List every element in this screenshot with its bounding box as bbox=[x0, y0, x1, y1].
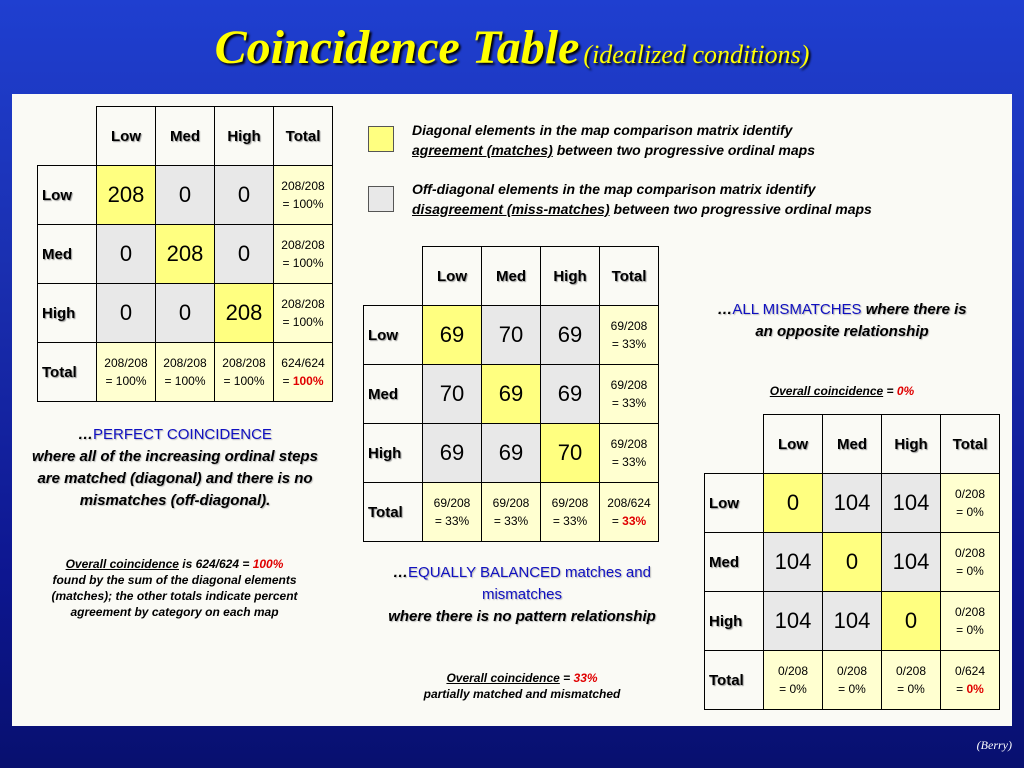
column-total-cell bbox=[823, 651, 882, 710]
total-fraction: 208/208 bbox=[222, 356, 266, 370]
column-total-cell bbox=[482, 483, 541, 542]
grand-total-cell bbox=[274, 343, 333, 402]
total-fraction: 0/208 bbox=[954, 487, 986, 501]
total-percent: = 100% bbox=[282, 315, 324, 329]
row-header: High bbox=[38, 284, 97, 343]
column-header: High bbox=[882, 415, 941, 474]
offdiagonal-cell: 70 bbox=[482, 306, 541, 365]
column-total-cell bbox=[215, 343, 274, 402]
total-fraction: 69/208 bbox=[610, 437, 648, 451]
total-percent: = 33% bbox=[611, 337, 647, 351]
corner-cell bbox=[38, 107, 97, 166]
diagonal-cell: 0 bbox=[882, 592, 941, 651]
column-header: Total bbox=[941, 415, 1000, 474]
diagonal-cell: 208 bbox=[215, 284, 274, 343]
offdiagonal-cell: 0 bbox=[97, 225, 156, 284]
description-perfect: …PERFECT COINCIDENCE where all of the increasing ordinal steps are matched (diagonal) and there is no mismatches (off-diagonal). bbox=[32, 426, 318, 509]
row-header: High bbox=[705, 592, 764, 651]
row-total-cell bbox=[600, 365, 659, 424]
content-panel bbox=[12, 94, 1012, 726]
total-fraction: 208/208 bbox=[281, 297, 325, 311]
total-percent: = 33% bbox=[493, 514, 529, 528]
grand-total-fraction: 208/624 bbox=[607, 496, 651, 510]
total-percent: = 100% bbox=[282, 256, 324, 270]
credit: (Berry) bbox=[976, 738, 1012, 752]
total-percent: = 0% bbox=[838, 682, 866, 696]
column-total-cell bbox=[764, 651, 823, 710]
offdiagonal-cell: 70 bbox=[423, 365, 482, 424]
row-header: High bbox=[364, 424, 423, 483]
total-percent: = 33% bbox=[552, 514, 588, 528]
column-header: High bbox=[541, 247, 600, 306]
diagonal-cell: 69 bbox=[423, 306, 482, 365]
legend-offdiagonal-text: Off-diagonal elements in the map comparison matrix identify disagreement (miss-matches) between two progressive ordinal maps bbox=[412, 181, 872, 217]
total-fraction: 69/208 bbox=[551, 496, 589, 510]
column-total-cell bbox=[97, 343, 156, 402]
column-header: Med bbox=[823, 415, 882, 474]
column-header: Total bbox=[600, 247, 659, 306]
grand-total-cell bbox=[941, 651, 1000, 710]
row-total-cell bbox=[600, 424, 659, 483]
column-header: High bbox=[215, 107, 274, 166]
grand-total-fraction: 0/624 bbox=[954, 664, 986, 678]
legend-diagonal-swatch bbox=[368, 126, 394, 152]
row-total-cell bbox=[274, 166, 333, 225]
row-header: Total bbox=[364, 483, 423, 542]
total-fraction: 69/208 bbox=[610, 319, 648, 333]
total-percent: = 0% bbox=[956, 623, 984, 637]
total-percent: = 100% bbox=[223, 374, 265, 388]
offdiagonal-cell: 104 bbox=[764, 533, 823, 592]
offdiagonal-cell: 0 bbox=[97, 284, 156, 343]
grand-total-eq: = bbox=[956, 682, 967, 696]
offdiagonal-cell: 104 bbox=[882, 533, 941, 592]
total-fraction: 0/208 bbox=[836, 664, 868, 678]
total-fraction: 0/208 bbox=[954, 605, 986, 619]
total-percent: = 33% bbox=[611, 396, 647, 410]
diagonal-cell: 0 bbox=[823, 533, 882, 592]
grand-total-percent: 0% bbox=[966, 682, 984, 696]
note-perfect: Overall coincidence is 624/624 = 100% found by the sum of the diagonal elements (matches); the other totals indicate percent agreement by category on each map bbox=[51, 557, 298, 619]
offdiagonal-cell: 0 bbox=[215, 166, 274, 225]
title-subtitle: (idealized conditions) bbox=[583, 40, 810, 69]
grand-total-eq: = bbox=[282, 374, 293, 388]
total-percent: = 33% bbox=[611, 455, 647, 469]
row-header: Low bbox=[364, 306, 423, 365]
total-percent: = 100% bbox=[282, 197, 324, 211]
grand-total-percent: 100% bbox=[292, 374, 324, 388]
diagonal-cell: 69 bbox=[482, 365, 541, 424]
note-mismatches: Overall coincidence = 0% bbox=[769, 384, 915, 398]
offdiagonal-cell: 69 bbox=[423, 424, 482, 483]
offdiagonal-cell: 69 bbox=[541, 306, 600, 365]
total-fraction: 0/208 bbox=[954, 546, 986, 560]
total-fraction: 208/208 bbox=[281, 238, 325, 252]
column-header: Low bbox=[423, 247, 482, 306]
offdiagonal-cell: 0 bbox=[156, 284, 215, 343]
slide-title bbox=[0, 20, 1024, 75]
column-total-cell bbox=[156, 343, 215, 402]
total-fraction: 69/208 bbox=[433, 496, 471, 510]
row-header: Med bbox=[705, 533, 764, 592]
total-percent: = 0% bbox=[897, 682, 925, 696]
column-header: Total bbox=[274, 107, 333, 166]
grand-total-cell bbox=[600, 483, 659, 542]
column-total-cell bbox=[423, 483, 482, 542]
total-fraction: 0/208 bbox=[895, 664, 927, 678]
row-total-cell bbox=[941, 533, 1000, 592]
row-header: Low bbox=[705, 474, 764, 533]
total-fraction: 208/208 bbox=[281, 179, 325, 193]
matrix-perfect-coincidence bbox=[37, 106, 333, 402]
row-total-cell bbox=[274, 284, 333, 343]
title-main: Coincidence Table bbox=[214, 21, 580, 74]
matrix-balanced bbox=[363, 246, 659, 542]
diagonal-cell: 208 bbox=[97, 166, 156, 225]
total-fraction: 208/208 bbox=[104, 356, 148, 370]
total-percent: = 0% bbox=[956, 505, 984, 519]
column-header: Low bbox=[764, 415, 823, 474]
total-fraction: 0/208 bbox=[777, 664, 809, 678]
matrix-all-mismatches bbox=[704, 414, 1000, 710]
offdiagonal-cell: 69 bbox=[482, 424, 541, 483]
offdiagonal-cell: 69 bbox=[541, 365, 600, 424]
diagonal-cell: 0 bbox=[764, 474, 823, 533]
total-fraction: 208/208 bbox=[163, 356, 207, 370]
column-total-cell bbox=[541, 483, 600, 542]
diagonal-cell: 70 bbox=[541, 424, 600, 483]
column-header: Med bbox=[482, 247, 541, 306]
total-fraction: 69/208 bbox=[610, 378, 648, 392]
offdiagonal-cell: 104 bbox=[823, 474, 882, 533]
legend-offdiagonal-swatch bbox=[368, 186, 394, 212]
grand-total-eq: = bbox=[611, 514, 623, 528]
description-mismatches: …ALL MISMATCHES where there is an opposite relationship bbox=[717, 301, 967, 340]
offdiagonal-cell: 104 bbox=[882, 474, 941, 533]
row-header: Total bbox=[705, 651, 764, 710]
row-header: Low bbox=[38, 166, 97, 225]
total-percent: = 0% bbox=[956, 564, 984, 578]
row-header: Total bbox=[38, 343, 97, 402]
row-total-cell bbox=[941, 592, 1000, 651]
offdiagonal-cell: 104 bbox=[823, 592, 882, 651]
legend-diagonal-text: Diagonal elements in the map comparison matrix identify agreement (matches) between two progressive ordinal maps bbox=[412, 122, 816, 158]
grand-total-percent: 33% bbox=[622, 514, 647, 528]
corner-cell bbox=[364, 247, 423, 306]
diagonal-cell: 208 bbox=[156, 225, 215, 284]
column-header: Low bbox=[97, 107, 156, 166]
column-header: Med bbox=[156, 107, 215, 166]
total-percent: = 100% bbox=[164, 374, 206, 388]
note-balanced: Overall coincidence = 33% partially matched and mismatched bbox=[423, 671, 621, 701]
total-percent: = 33% bbox=[434, 514, 470, 528]
column-total-cell bbox=[882, 651, 941, 710]
total-percent: = 0% bbox=[779, 682, 807, 696]
row-total-cell bbox=[274, 225, 333, 284]
offdiagonal-cell: 104 bbox=[764, 592, 823, 651]
grand-total-fraction: 624/624 bbox=[281, 356, 325, 370]
row-total-cell bbox=[941, 474, 1000, 533]
corner-cell bbox=[705, 415, 764, 474]
total-percent: = 100% bbox=[105, 374, 147, 388]
offdiagonal-cell: 0 bbox=[156, 166, 215, 225]
row-total-cell bbox=[600, 306, 659, 365]
total-fraction: 69/208 bbox=[492, 496, 530, 510]
row-header: Med bbox=[38, 225, 97, 284]
offdiagonal-cell: 0 bbox=[215, 225, 274, 284]
row-header: Med bbox=[364, 365, 423, 424]
description-balanced: …EQUALLY BALANCED matches and mismatches where there is no pattern relationship bbox=[388, 564, 656, 625]
